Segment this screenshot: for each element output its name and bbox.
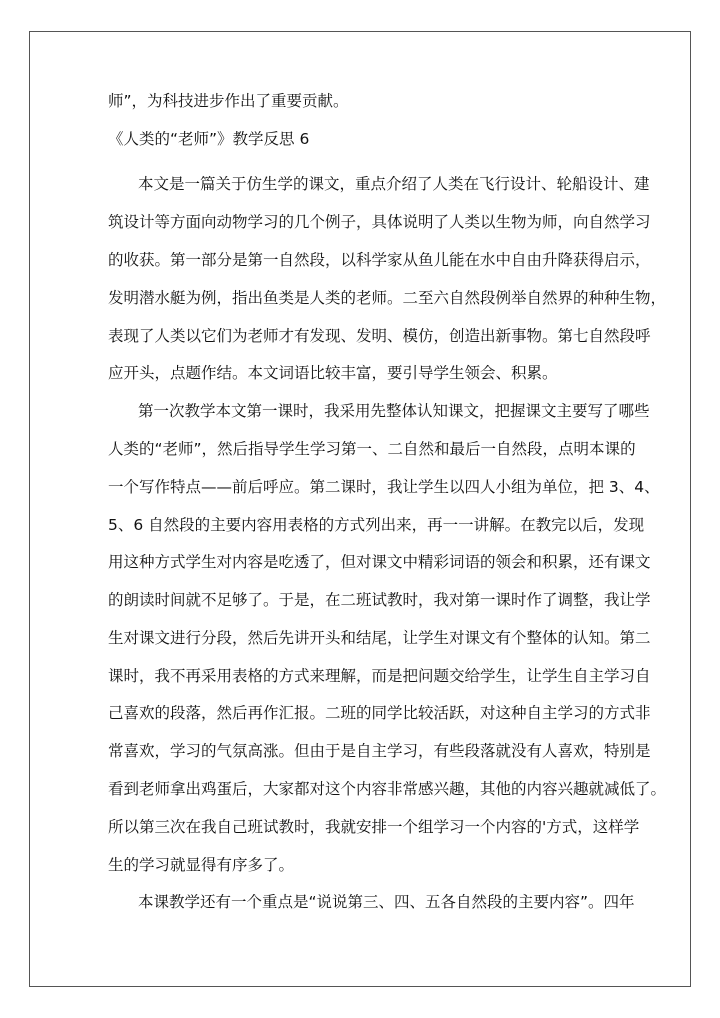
text-line: 生的学习就显得有序多了。 [108, 856, 295, 874]
text-line: 所以第三次在我自己班试教时，我就安排一个组学习一个内容的'方式，这样学 [108, 818, 640, 836]
text-line: 生对课文进行分段，然后先讲开头和结尾，让学生对课文有个整体的认知。第二 [108, 629, 651, 647]
text-line: 表现了人类以它们为老师才有发现、发明、模仿，创造出新事物。第七自然段呼 [108, 327, 651, 345]
text-line: 本课教学还有一个重点是“说说第三、四、五各自然段的主要内容”。四年 [138, 893, 635, 911]
section-heading: 《人类的“老师”》教学反思 6 [108, 130, 310, 148]
text-line: 人类的“老师”，然后指导学生学习第一、二自然和最后一自然段，点明本课的 [108, 440, 636, 458]
text-line: 5、6 自然段的主要内容用表格的方式列出来，再一一讲解。在教完以后，发现 [108, 516, 645, 534]
text-line: 常喜欢，学习的气氛高涨。但由于是自主学习，有些段落就没有人喜欢，特别是 [108, 742, 651, 760]
text-line: 第一次教学本文第一课时，我采用先整体认知课文，把握课文主要写了哪些 [138, 402, 650, 420]
text-line: 师”，为科技进步作出了重要贡献。 [108, 92, 349, 110]
text-line: 己喜欢的段落，然后再作汇报。二班的同学比较活跃，对这种自主学习的方式非 [108, 704, 651, 722]
text-line: 筑设计等方面向动物学习的几个例子，具体说明了人类以生物为师，向自然学习 [108, 213, 651, 231]
text-line: 本文是一篇关于仿生学的课文，重点介绍了人类在飞行设计、轮船设计、建 [138, 175, 650, 193]
text-line: 发明潜水艇为例，指出鱼类是人类的老师。二至六自然段例举自然界的种种生物， [108, 289, 667, 307]
text-line: 的收获。第一部分是第一自然段，以科学家从鱼儿能在水中自由升降获得启示， [108, 251, 651, 269]
text-line: 用这种方式学生对内容是吃透了，但对课文中精彩词语的领会和积累，还有课文 [108, 553, 651, 571]
text-line: 应开头，点题作结。本文词语比较丰富，要引导学生领会、积累。 [108, 364, 558, 382]
text-line: 看到老师拿出鸡蛋后，大家都对这个内容非常感兴趣，其他的内容兴趣就减低了。 [108, 780, 667, 798]
text-line: 课时，我不再采用表格的方式来理解，而是把问题交给学生，让学生自主学习自 [108, 667, 651, 685]
text-line: 的朗读时间就不足够了。于是，在二班试教时，我对第一课时作了调整，我让学 [108, 591, 651, 609]
text-line: 一个写作特点——前后呼应。第二课时，我让学生以四人小组为单位，把 3、4、 [108, 478, 660, 496]
